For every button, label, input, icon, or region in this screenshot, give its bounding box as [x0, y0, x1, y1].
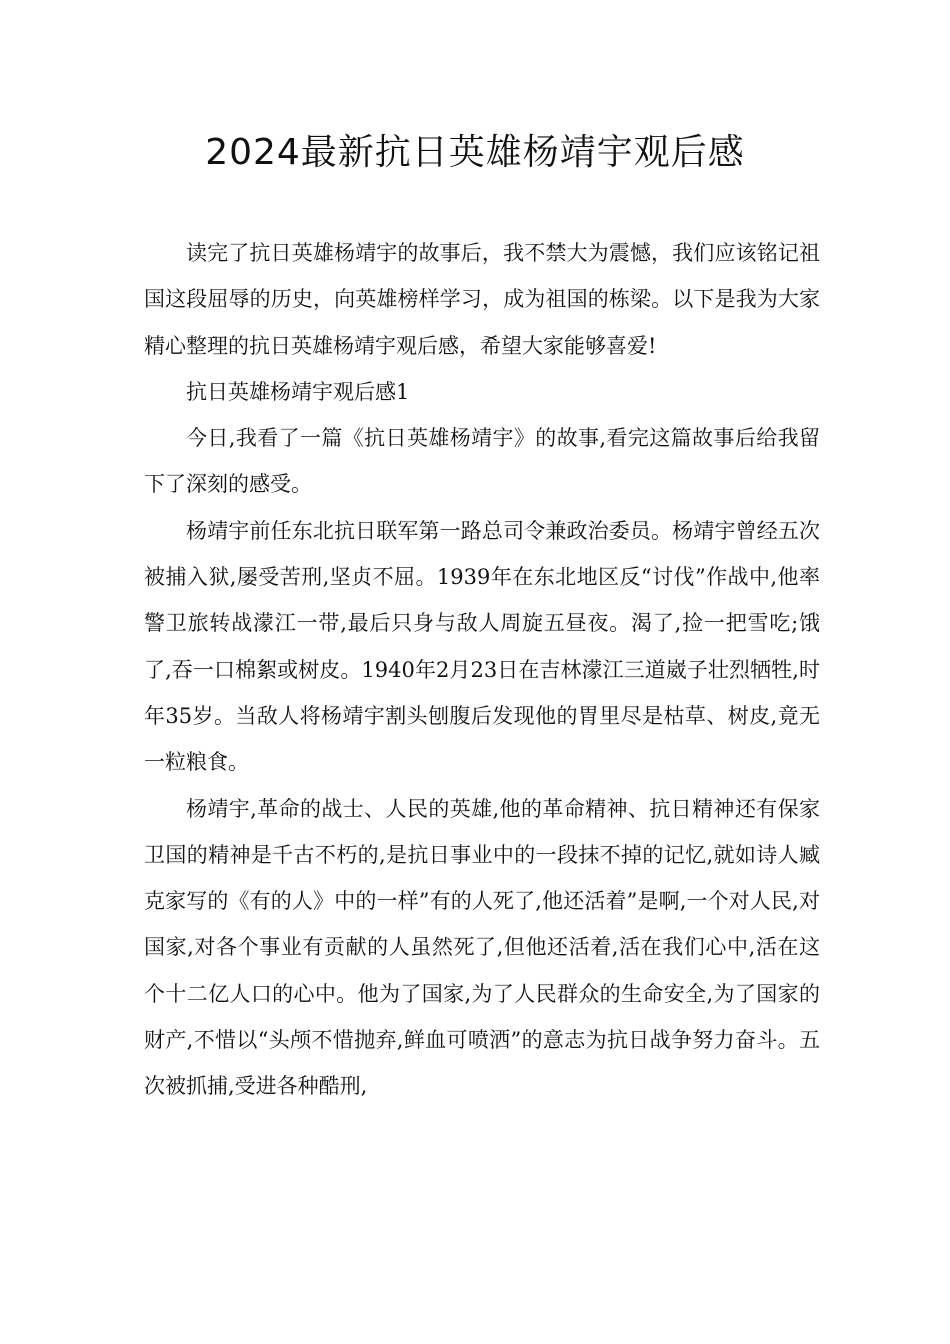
paragraph-intro: 读完了抗日英雄杨靖宇的故事后，我不禁大为震憾，我们应该铭记祖国这段屈辱的历史，向英雄榜样学习，成为祖国的栋梁。以下是我为大家精心整理的抗日英雄杨靖宇观后感，希望大家能够喜爱!	[144, 241, 820, 358]
document-body	[144, 230, 820, 1110]
paragraph-3: 杨靖宇,革命的战士、人民的英雄,他的革命精神、抗日精神还有保家卫国的精神是千古不朽的,是抗日事业中的一段抹不掉的记忆,就如诗人臧克家写的《有的人》中的一样”有的人死了,他还活着”是啊,一个对人民,对国家,对各个事业有贡献的人虽然死了,但他还活着,活在我们心中,活在这个十二亿人口的心中。他为了国家,为了人民群众的生命安全,为了国家的财产,不惜以“头颅不惜抛弃,鲜血可喷洒”的意志为抗日战争努力奋斗。五次被抓捕,受进各种酷刑,	[144, 796, 820, 1099]
document-title: 2024最新抗日英雄杨靖宇观后感	[205, 132, 745, 173]
paragraph-1: 今日,我看了一篇《抗日英雄杨靖宇》的故事,看完这篇故事后给我留下了深刻的感受。	[144, 426, 820, 497]
section-heading-1: 抗日英雄杨靖宇观后感1	[186, 379, 410, 404]
paragraph-2: 杨靖宇前任东北抗日联军第一路总司令兼政治委员。杨靖宇曾经五次被捕入狱,屡受苦刑,坚贞不屈。1939年在东北地区反“讨伐”作战中,他率警卫旅转战濛江一带,最后只身与敌人周旋五昼夜。渴了,捡一把雪吃;饿了,吞一口棉絮或树皮。1940年2月23日在吉林濛江三道崴子壮烈牺牲,时年35岁。当敌人将杨靖宇割头刨腹后发现他的胃里尽是枯草、树皮,竟无一粒粮食。	[144, 518, 820, 775]
